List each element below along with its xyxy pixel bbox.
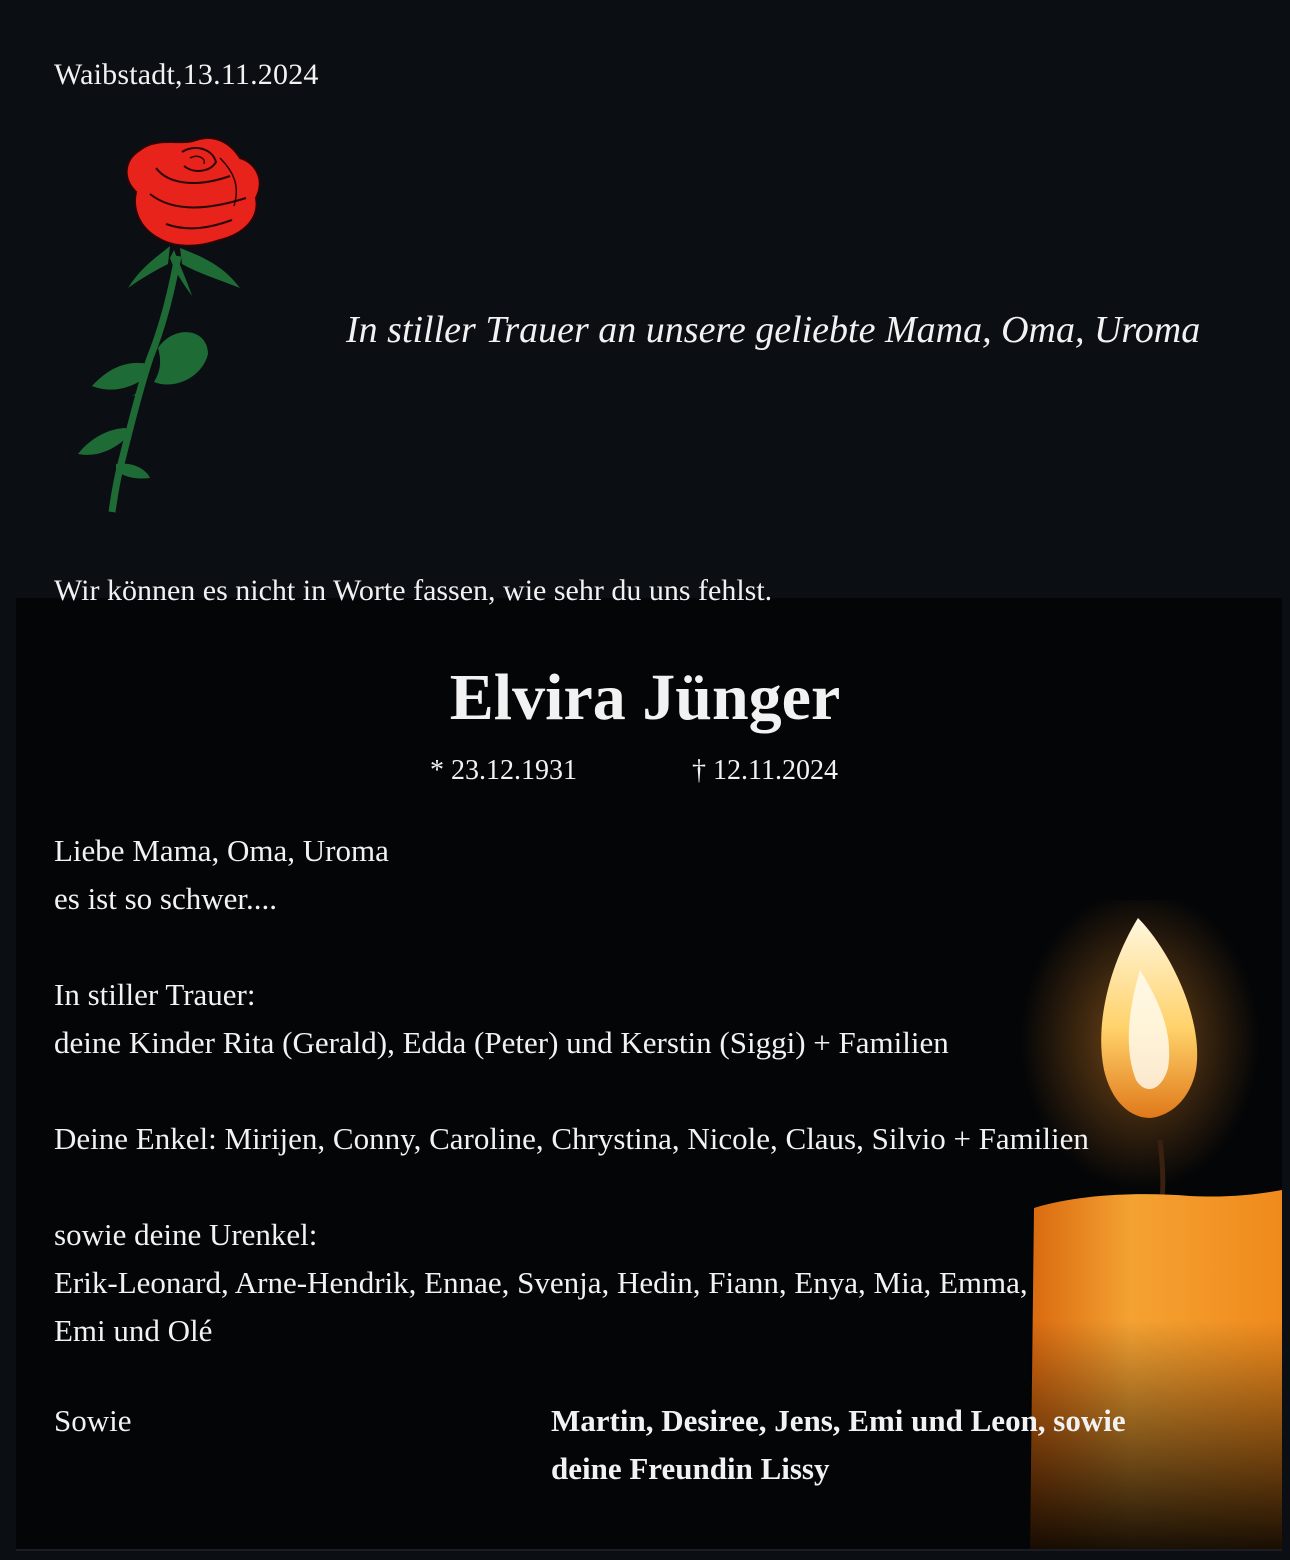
great-grandchildren-intro: sowie deine Urenkel: bbox=[54, 1217, 318, 1252]
subtitle: In stiller Trauer an unsere geliebte Mama, Oma, Uroma bbox=[346, 309, 1201, 351]
rose-image bbox=[70, 128, 280, 518]
bottom-border bbox=[16, 1549, 1282, 1551]
mourners-intro: In stiller Trauer: bbox=[54, 977, 256, 1012]
message-line-1: Liebe Mama, Oma, Uroma bbox=[54, 833, 389, 868]
place-date: Waibstadt,13.11.2024 bbox=[54, 58, 319, 91]
mourners-children: deine Kinder Rita (Gerald), Edda (Peter) und Kerstin (Siggi) + Familien bbox=[54, 1025, 949, 1060]
also-line-2: deine Freundin Lissy bbox=[551, 1451, 830, 1486]
quote-text: Wir können es nicht in Worte fassen, wie sehr du uns fehlst. bbox=[54, 574, 773, 607]
death-date: † 12.11.2024 bbox=[692, 755, 838, 786]
birth-date: * 23.12.1931 bbox=[430, 755, 577, 786]
also-line-1: Martin, Desiree, Jens, Emi und Leon, sowie bbox=[551, 1403, 1126, 1438]
message-line-2: es ist so schwer.... bbox=[54, 881, 278, 916]
mourners-grandchildren: Deine Enkel: Mirijen, Conny, Caroline, Chrystina, Nicole, Claus, Silvio + Familien bbox=[54, 1121, 1089, 1156]
deceased-name: Elvira Jünger bbox=[449, 661, 841, 734]
great-grandchildren-line-2: Emi und Olé bbox=[54, 1313, 213, 1348]
candle-image bbox=[1020, 900, 1282, 1550]
also-label: Sowie bbox=[54, 1403, 132, 1438]
great-grandchildren-line-1: Erik-Leonard, Arne-Hendrik, Ennae, Svenja, Hedin, Fiann, Enya, Mia, Emma, bbox=[54, 1265, 1028, 1300]
